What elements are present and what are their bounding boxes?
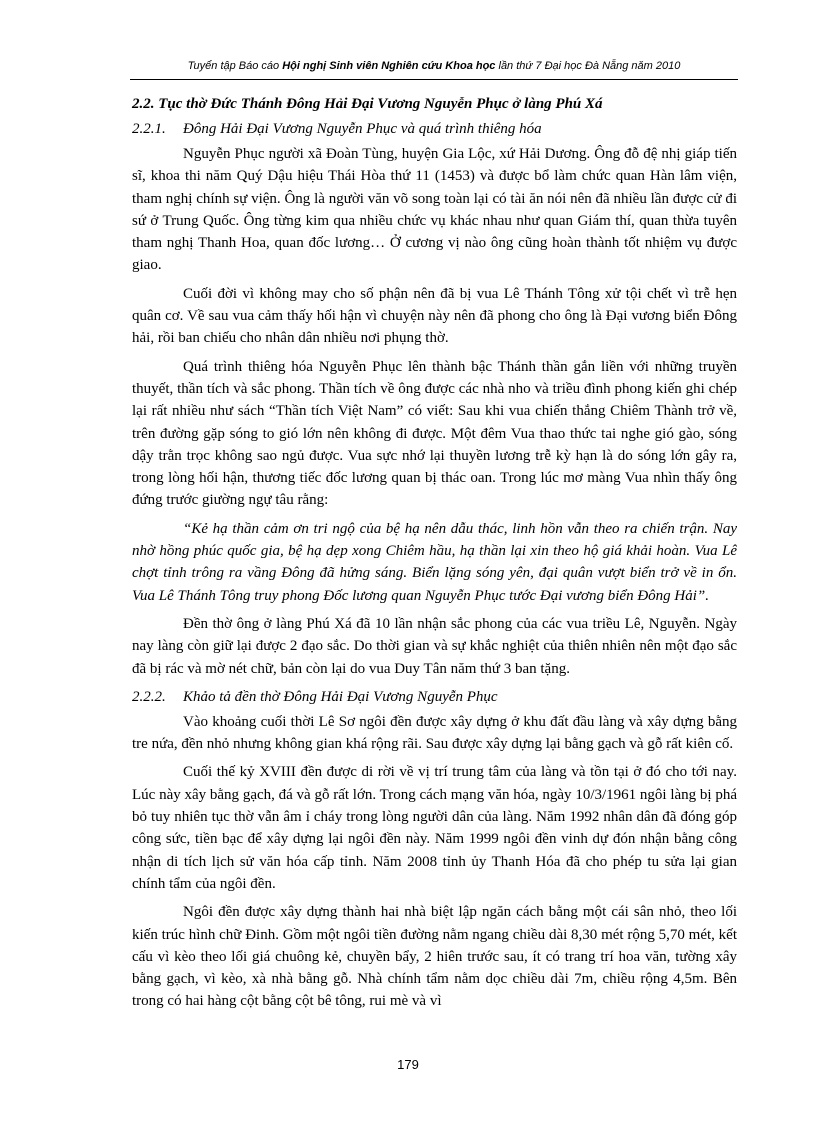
paragraph: Ngôi đền được xây dựng thành hai nhà biệt lập ngăn cách bằng một cái sân nhỏ, theo lối kiến trúc hình chữ Đinh. Gồm một ngôi tiền đường nằm ngang chiều dài 8,30 mét rộng 5,70 mét, kết cấu vì kèo theo lối giá chuông kẻ, chuyền bẩy, 2 hiên trước sau, ít có trang trí hoa văn, tường xây bằng gạch, vì kèo, xà nhà bằng gỗ. Nhà chính tẩm nằm dọc chiều dài 7m, chiều rộng 4,5m. Bên trong có hai hàng cột bằng cột bê tông, rui mè và vì <box>132 904 737 1010</box>
header-conference-name: Hội nghị Sinh viên Nghiên cứu Khoa học <box>282 60 496 72</box>
section-title: 2.2. Tục thờ Đức Thánh Đông Hải Đại Vương Nguyễn Phục ở làng Phú Xá <box>132 96 603 112</box>
subsection-heading <box>132 686 737 708</box>
paragraph: Cuối thế kỷ XVIII đền được di rời về vị trí trung tâm của làng và tồn tại ở đó cho tới nay. Lúc này xây bằng gạch, đá và gỗ rất lớn. Trong cách mạng văn hóa, ngày 10/3/1961 ngôi làng bị phá bỏ tuy nhiên tục thờ vẫn âm ỉ cháy trong lòng người dân của làng. Năm 1992 nhân dân đã đóng góp công sức, tiền bạc để xây dựng lại ngôi đền này. Năm 1999 ngôi đền vinh dự đón nhận bằng công nhận di tích lịch sử văn hóa cấp tỉnh. Năm 2008 tỉnh ủy Thanh Hóa đã cho phép tu sửa lại gian chính tẩm của ngôi đền. <box>132 764 737 892</box>
header-prefix: Tuyển tập Báo cáo <box>187 60 283 72</box>
subsection-number: 2.2.1. <box>132 121 166 137</box>
paragraph: Cuối đời vì không may cho số phận nên đã bị vua Lê Thánh Tông xử tội chết vì trễ hẹn quân cơ. Về sau vua cảm thấy hối hận vì chuyện này nên đã phong cho ông là Đại vương biển Đông hải, rồi ban chiếu cho nhân dân nhiều nơi phụng thờ. <box>132 285 737 347</box>
subsection-heading <box>132 118 737 140</box>
paragraph: Đền thờ ông ở làng Phú Xá đã 10 lần nhận sắc phong của các vua triều Lê, Nguyễn. Ngày nay làng còn giữ lại được 2 đạo sắc. Do thời gian và sự khắc nghiệt của thiên nhiên nên một đạo sắc đã bị rác và mờ nét chữ, bản còn lại do vua Duy Tân năm thứ 3 ban tặng. <box>132 615 737 677</box>
subsection-title: Khảo tả đền thờ Đông Hải Đại Vương Nguyễn Phục <box>183 688 498 705</box>
page-number: 179 <box>397 1057 419 1072</box>
running-header <box>130 60 738 72</box>
header-divider <box>130 79 738 80</box>
subsection-title: Đông Hải Đại Vương Nguyễn Phục và quá trình thiêng hóa <box>183 121 542 137</box>
subsection-number: 2.2.2. <box>132 688 166 705</box>
header-suffix: lần thứ 7 Đại học Đà Nẵng năm 2010 <box>495 60 681 72</box>
paragraph: Vào khoảng cuối thời Lê Sơ ngôi đền được xây dựng ở khu đất đầu làng và xây dựng bằng tre nứa, đền nhỏ nhưng không gian khá rộng rãi. Sau được xây dựng lại bằng gạch và gỗ rất kiên cố. <box>132 713 737 753</box>
paragraph: Quá trình thiêng hóa Nguyễn Phục lên thành bậc Thánh thần gắn liền với những truyền thuyết, thần tích và sắc phong. Thần tích về ông được các nhà nho và triều đình phong kiến ghi chép lại rất nhiều như sách “Thần tích Việt Nam” có viết: Sau khi vua chiến thắng Chiêm Thành trở về, trên đường gặp sóng to gió lớn nên không đi được. Một đêm Vua thao thức tai nghe gió gào, sóng dậy trằn trọc không sao ngủ được. Vua sực nhớ lại thuyền lương trễ kỳ hạn là do sóng lớn gây ra, trong lòng hối hận, thương tiếc đốc lương quan bị thác oan. Trong lúc mơ màng Vua nhìn thấy ông đứng trước giường ngự tâu rằng: <box>132 358 737 509</box>
quoted-passage: “Kẻ hạ thần cảm ơn tri ngộ của bệ hạ nên dẫu thác, linh hồn vẫn theo ra chiến trận. Nay nhờ hồng phúc quốc gia, bệ hạ dẹp xong Chiêm hầu, hạ thần lại xin theo hộ giá khải hoàn. Vua Lê chợt tỉnh trông ra vầng Đông đã hửng sáng. Biển lặng sóng yên, đại quân vượt biển trở về in ổn. Vua Lê Thánh Tông truy phong Đốc lương quan Nguyễn Phục tước Đại vương biển Đông Hải”. <box>132 520 737 604</box>
paragraph: Nguyễn Phục người xã Đoàn Tùng, huyện Gia Lộc, xứ Hải Dương. Ông đỗ đệ nhị giáp tiến sĩ, khoa thi năm Quý Dậu hiệu Thái Hòa thứ 11 (1453) và được bổ làm chức quan Hàn lâm viện, tham nghị chính sự viện. Ông là người văn võ song toàn lại có tài ăn nói nên đã nhiều lần được cử đi sứ ở Trung Quốc. Ông từng kim qua nhiều chức vụ khác nhau như quan Giám thí, quan thừa tuyên tham nghị Thanh Hoa, quan đốc lương… Ở cương vị nào ông cũng hoàn thành tốt nhiệm vụ được giao. <box>132 146 737 274</box>
main-content <box>132 93 737 1019</box>
